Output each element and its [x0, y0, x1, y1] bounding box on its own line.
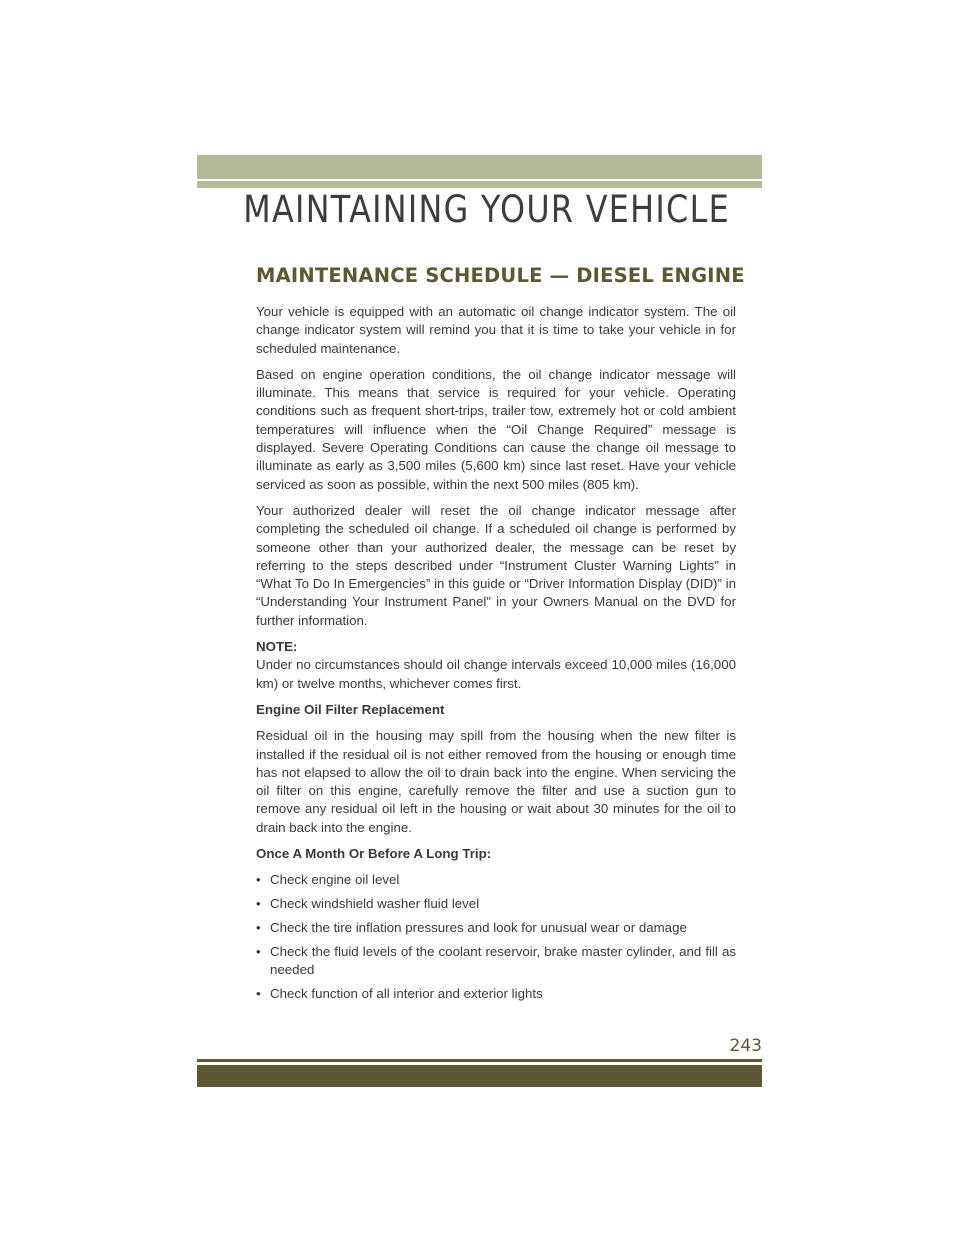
- header-band: [197, 155, 762, 179]
- filter-text: Residual oil in the housing may spill from the housing when the new filter is installed if the residual oil is not either removed from the housing or enough time has not elapsed to allow the oil to drain back into the engine. When servicing the oil filter on this engine, carefully remove the filter and use a suction gun to remove any residual oil left in the housing or wait about 30 minutes for the oil to drain back into the engine.: [256, 728, 736, 835]
- list-item-text: Check windshield washer fluid level: [270, 896, 480, 912]
- filter-heading: Engine Oil Filter Replacement: [256, 701, 445, 717]
- bullet-icon: •: [256, 944, 261, 960]
- footer-band: [197, 1065, 762, 1087]
- page-number: 243: [729, 1036, 762, 1056]
- bullet-icon: •: [256, 896, 261, 912]
- header-stripe: [197, 181, 762, 188]
- list-item: [256, 871, 736, 889]
- list-item-text: Check the tire inflation pressures and look for unusual wear or damage: [270, 920, 687, 936]
- page-title: MAINTENANCE SCHEDULE — DIESEL ENGINE: [256, 264, 745, 287]
- monthly-checklist: [256, 871, 736, 1003]
- note-text: Under no circumstances should oil change intervals exceed 10,000 miles (16,000 km) or twelve months, whichever comes first.: [256, 657, 736, 691]
- list-item-text: Check engine oil level: [270, 872, 400, 888]
- note-label: NOTE:: [256, 639, 298, 655]
- bullet-icon: •: [256, 920, 261, 936]
- list-item-text: Check the fluid levels of the coolant reservoir, brake master cylinder, and fill as needed: [270, 944, 736, 978]
- list-item: [256, 943, 736, 979]
- monthly-heading: Once A Month Or Before A Long Trip:: [256, 846, 492, 862]
- page-content: [256, 264, 745, 1009]
- bullet-icon: •: [256, 986, 261, 1002]
- conditions-paragraph: Based on engine operation conditions, the oil change indicator message will illuminate. This means that service is required for your vehicle. Operating conditions such as frequent short-trips, trailer tow, extremely hot or cold ambient temperatures will influence when the “Oil Change Required” message is displayed. Severe Operating Conditions can cause the change oil message to illuminate as early as 3,500 miles (5,600 km) since last reset. Have your vehicle serviced as soon as possible, within the next 500 miles (805 km).: [256, 366, 736, 492]
- footer-rule: [197, 1059, 762, 1062]
- intro-paragraph: Your vehicle is equipped with an automatic oil change indicator system. The oil change indicator system will remind you that it is time to take your vehicle in for scheduled maintenance.: [256, 304, 736, 356]
- section-header: MAINTAINING YOUR VEHICLE: [243, 188, 730, 231]
- list-item: [256, 919, 736, 937]
- dealer-reset-paragraph: Your authorized dealer will reset the oil change indicator message after completing the scheduled oil change. If a scheduled oil change is performed by someone other than your authorized dealer, the message can be reset by referring to the steps described under “Instrument Cluster Warning Lights” in “What To Do In Emergencies” in this guide or “Driver Information Display (DID)” in “Understanding Your Instrument Panel” in your Owners Manual on the DVD for further information.: [256, 502, 736, 628]
- list-item: [256, 985, 736, 1003]
- list-item: [256, 895, 736, 913]
- bullet-icon: •: [256, 872, 261, 888]
- list-item-text: Check function of all interior and exterior lights: [270, 986, 543, 1002]
